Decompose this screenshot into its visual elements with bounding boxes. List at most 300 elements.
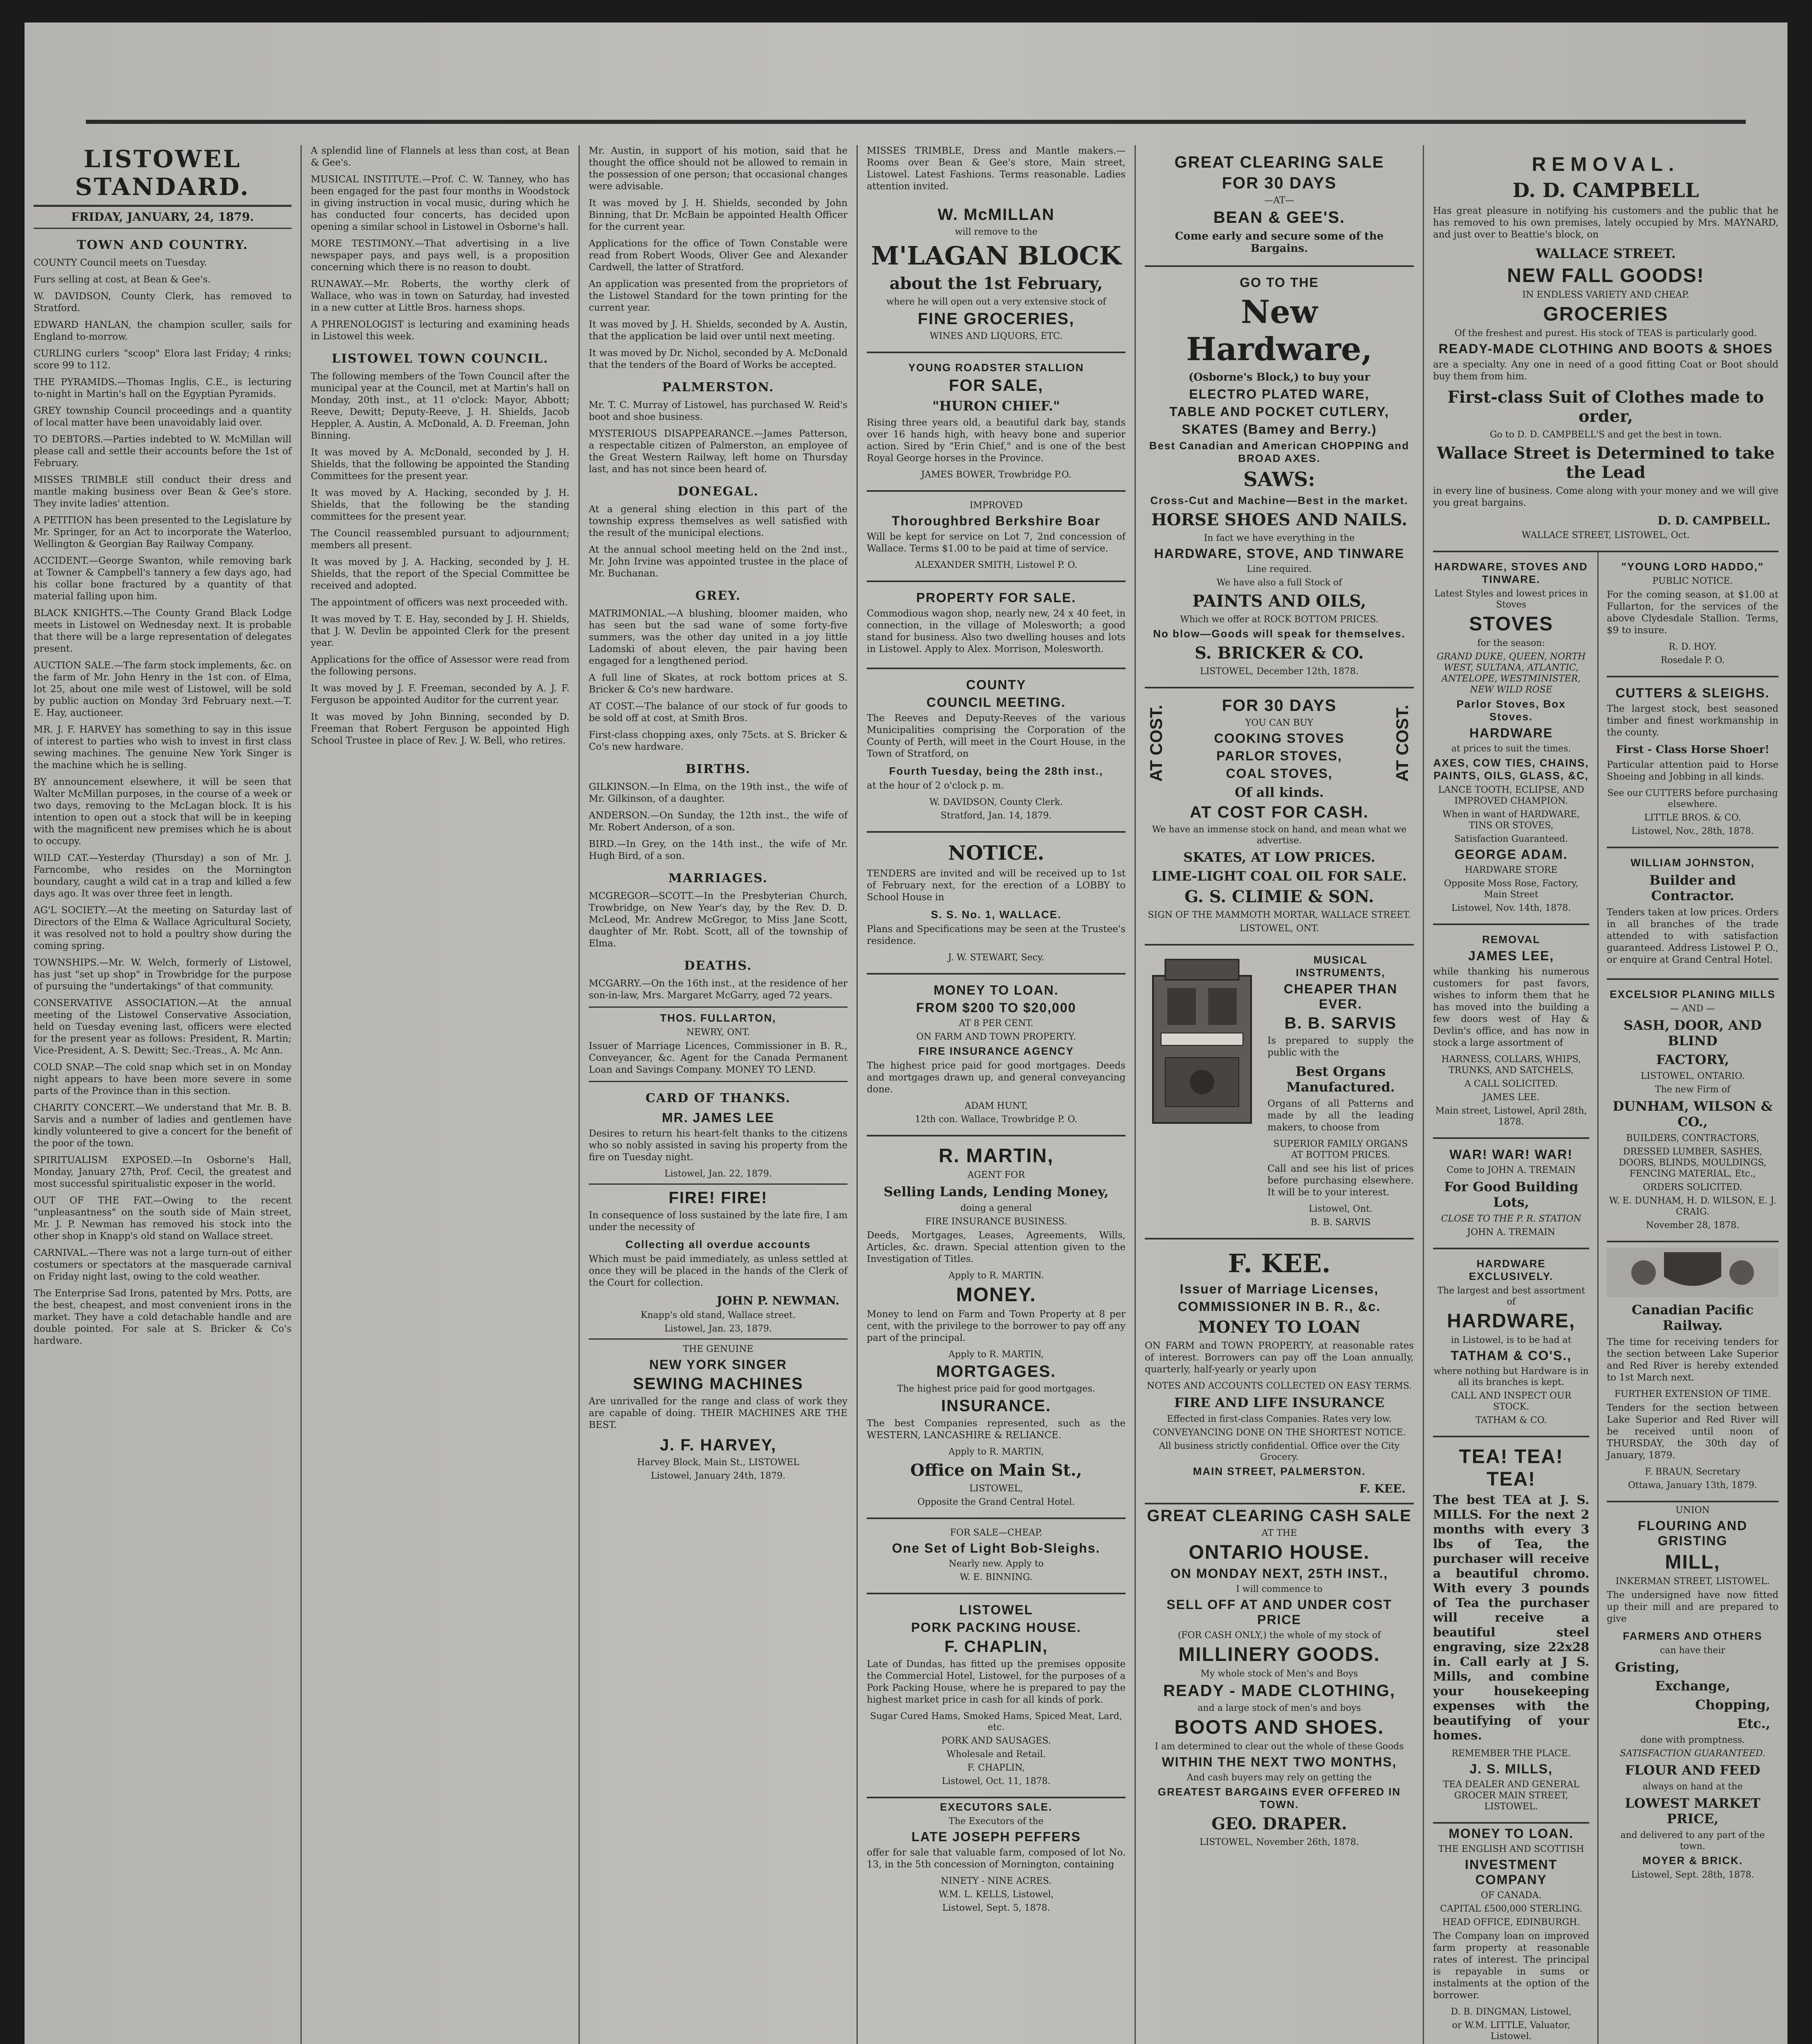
ad-line: Nearly new. Apply to bbox=[949, 1559, 1044, 1569]
ad-line: —AT— bbox=[1264, 195, 1294, 206]
ad-line: Etc., bbox=[1737, 1716, 1770, 1731]
news-item: CHARITY CONCERT.—We understand that Mr. B. B. Sarvis and a number of ladies and gentlemen have kindly volunteered to give a concert for the benefit of the poor of the town. bbox=[34, 1103, 292, 1149]
ad-signature: W.M. L. KELLS, Listowel, bbox=[938, 1889, 1054, 1900]
news-item: AUCTION SALE.—The farm stock implements, &c. on the farm of Mr. John Henry in the 1st con. of Elma, lot 25, about one mile west of Listowel, will be sold by public auction on Monday 3rd February next.—T. E. Hay, auctioneer. bbox=[34, 660, 292, 718]
ad-heading: READY - MADE CLOTHING, bbox=[1163, 1682, 1395, 1700]
births-heading: BIRTHS. bbox=[685, 762, 751, 776]
ad-line: Latest Styles and lowest prices in Stoves bbox=[1434, 589, 1588, 610]
ad-signature: or W.M. LITTLE, Valuator, Listowel. bbox=[1452, 2020, 1570, 2042]
ad-line: always on hand at the bbox=[1642, 1782, 1743, 1792]
ad-signature: Apply to R. MARTIN. bbox=[949, 1271, 1044, 1281]
ad-address: Opposite Moss Rose, Factory, Main Street bbox=[1444, 879, 1579, 900]
ad-line: IN ENDLESS VARIETY AND CHEAP. bbox=[1522, 290, 1689, 300]
ad-name: THOS. FULLARTON, bbox=[660, 1012, 776, 1024]
ad-heading: CARD OF THANKS. bbox=[646, 1091, 791, 1105]
ad-heading: BOOTS AND SHOES. bbox=[1174, 1717, 1384, 1738]
ad-signature: JOHN P. NEWMAN. bbox=[716, 1294, 839, 1307]
excelsior-planing-mills-ad bbox=[1607, 980, 1778, 1242]
ad-body: Organs of all Patterns and made by all the leading makers, to choose from bbox=[1267, 1098, 1414, 1133]
death-notice: MCGARRY.—On the 16th inst., at the residence of her son-in-law, Mrs. Margaret McGarry, aged 72 years. bbox=[589, 978, 848, 1001]
hunt-money-ad bbox=[867, 975, 1126, 1136]
ad-line: IMPROVED bbox=[969, 500, 1023, 511]
ad-heading: SAWS: bbox=[1243, 468, 1315, 491]
news-item: Mr. Austin, in support of his motion, said that he thought the office should not be allowed to remain in the possession of one person; that occasional changes were advisable. bbox=[589, 146, 848, 192]
ad-heading: WITHIN THE NEXT TWO MONTHS, bbox=[1162, 1755, 1397, 1769]
ad-heading: "YOUNG LORD HADDO," bbox=[1621, 560, 1764, 573]
ad-name: J. F. HARVEY, bbox=[659, 1436, 777, 1454]
news-item: The Council reassembled pursuant to adjournment; members all present. bbox=[311, 528, 570, 551]
ad-line: LIME-LIGHT COAL OIL FOR SALE. bbox=[1152, 868, 1407, 884]
column-6-lower bbox=[1433, 552, 1778, 2044]
ad-body: The Company loan on improved farm property at reasonable rates of interest. The principal is repayable in sums or instalments at the option of the borrower. bbox=[1433, 1931, 1590, 2001]
pork-packing-ad bbox=[867, 1594, 1126, 1798]
mcmillan-ad bbox=[867, 197, 1126, 353]
news-item: At a general shing election in this part of the township express themselves as well satisfied with the result of the municipal elections. bbox=[589, 504, 848, 538]
ad-date: Listowel, Jan. 22, 1879. bbox=[664, 1169, 772, 1179]
news-item: It was moved by T. E. Hay, seconded by J. H. Shields, that J. W. Devlin be appointed Clerk for the present year. bbox=[311, 614, 570, 648]
ad-name: TATHAM & CO'S., bbox=[1451, 1348, 1572, 1363]
divider bbox=[589, 1081, 848, 1082]
haddo-stallion-ad bbox=[1607, 552, 1778, 677]
ad-heading: Canadian Pacific Railway. bbox=[1631, 1302, 1754, 1333]
ad-line: in Listowel, is to be had at bbox=[1451, 1335, 1572, 1345]
news-item: CURLING curlers "scoop" Elora last Friday; 4 rinks; score 99 to 112. bbox=[34, 348, 292, 371]
ad-body: Plans and Specifications may be seen at the Trustee's residence. bbox=[867, 924, 1126, 946]
ad-line: Go to D. D. CAMPBELL'S and get the best in town. bbox=[1489, 430, 1722, 440]
ad-line: My whole stock of Men's and Boys bbox=[1200, 1669, 1358, 1679]
ad-body: Particular attention paid to Horse Shoeing and Jobbing in all kinds. bbox=[1607, 760, 1778, 782]
section-heading: TOWN AND COUNTRY. bbox=[76, 238, 249, 252]
top-rule bbox=[86, 120, 1746, 124]
news-item: MR. J. F. HARVEY has something to say in this issue of interest to parties who wish to invest in first class sewing machines. The genuine New York Singer is the machine which he is selling. bbox=[34, 724, 292, 771]
ad-line: GO TO THE bbox=[1240, 275, 1319, 290]
divider bbox=[589, 1006, 848, 1008]
ad-line: All business strictly confidential. Office over the City Grocery. bbox=[1159, 1441, 1400, 1462]
bobsleighs-ad bbox=[867, 1519, 1126, 1594]
news-item: BY announcement elsewhere, it will be seen that Walter McMillan purposes, in the course of a week or two days, removing to the McLagan block. It is his intention to open out a stock that will be in keeping with the magnificent new premises which he is about to occupy. bbox=[34, 777, 292, 847]
ad-line: NOTES AND ACCOUNTS COLLECTED ON EASY TERMS. bbox=[1146, 1381, 1412, 1391]
boar-ad bbox=[867, 492, 1126, 582]
ad-line: REMEMBER THE PLACE. bbox=[1451, 1748, 1571, 1759]
ad-heading: EXCELSIOR PLANING MILLS bbox=[1610, 988, 1776, 1000]
news-item: WILD CAT.—Yesterday (Thursday) a son of Mr. J. Farncombe, who resides on the Mornington boundary, caught a wild cat in a trap and killed a few days ago. It was over three feet in length. bbox=[34, 853, 292, 899]
news-item: A PETITION has been presented to the Legislature by Mr. Springer, for an Act to incorporate the Waterloo, Wellington & Georgian Bay Railway Company. bbox=[34, 515, 292, 549]
news-item: An application was presented from the proprietors of the Listowel Standard for the town printing for the current year. bbox=[589, 279, 848, 313]
ad-line: YOU CAN BUY bbox=[1245, 718, 1314, 728]
sarvis-organs-ad bbox=[1145, 946, 1414, 1239]
ad-date: November 28, 1878. bbox=[1646, 1220, 1740, 1230]
bean-gee-clearing-sale-ad bbox=[1145, 145, 1414, 267]
ad-name: D. D. CAMPBELL bbox=[1512, 179, 1699, 202]
ad-heading: HARDWARE, STOVE, AND TINWARE bbox=[1154, 546, 1405, 561]
news-item: A full line of Skates, at rock bottom prices at S. Bricker & Co's new hardware. bbox=[589, 672, 848, 695]
ad-line: where nothing but Hardware is in all its branches is kept. bbox=[1433, 1366, 1589, 1387]
ad-line: doing a general bbox=[960, 1203, 1032, 1213]
ad-line: HARDWARE STORE bbox=[1464, 865, 1558, 875]
property-ad bbox=[867, 582, 1126, 669]
ad-body: at the hour of 2 o'clock p. m. bbox=[867, 780, 1004, 791]
ad-signature: JOHN A. TREMAIN bbox=[1467, 1227, 1556, 1237]
kee-ad bbox=[1145, 1239, 1414, 1504]
ad-body: Desires to return his heart-felt thanks to the citizens who so nobly assisted in saving his property from the fire on Tuesday night. bbox=[589, 1128, 848, 1163]
ad-line: COAL STOVES, bbox=[1226, 766, 1333, 781]
ad-heading: WAR! WAR! WAR! bbox=[1449, 1147, 1573, 1162]
ad-heading: FACTORY, bbox=[1656, 1052, 1729, 1067]
ad-heading: HARDWARE, bbox=[1447, 1310, 1576, 1332]
ad-heading: GROCERIES bbox=[1543, 303, 1668, 325]
ad-heading: REMOVAL bbox=[1482, 933, 1541, 946]
news-item: It was moved by J. H. Shields, seconded by John Binning, that Dr. McBain be appointed Health Officer for the current year. bbox=[589, 198, 848, 232]
ad-line: Sugar Cured Hams, Smoked Hams, Spiced Meat, Lard, etc. bbox=[870, 1711, 1122, 1732]
ad-heading: Builder and Contractor. bbox=[1649, 872, 1736, 903]
ad-heading: MONEY TO LOAN bbox=[1198, 1318, 1361, 1337]
ad-name: J. S. MILLS, bbox=[1469, 1762, 1553, 1776]
ad-line: Of all kinds. bbox=[1234, 784, 1324, 800]
news-item: CONSERVATIVE ASSOCIATION.—At the annual meeting of the Listowel Conservative Association, held on Tuesday evening last, officers were elected for the present year as follows: President, R. Martin; Vice-President, A. S. Dewitt; Sec.-Treas., A. Mc Ann. bbox=[34, 998, 292, 1056]
ad-line: AT 8 PER CENT. bbox=[959, 1018, 1034, 1029]
ad-signature: R. D. HOY. bbox=[1668, 642, 1717, 652]
ad-line: CLOSE TO THE P. R. STATION bbox=[1441, 1214, 1581, 1224]
ad-line: FURTHER EXTENSION OF TIME. bbox=[1614, 1389, 1771, 1399]
birth-notice: ANDERSON.—On Sunday, the 12th inst., the wife of Mr. Robert Anderson, of a son. bbox=[589, 810, 848, 833]
news-item: MYSTERIOUS DISAPPEARANCE.—James Patterson, a respectable citizen of Palmerston, an employee of the Great Western Railway, left home on Thursday last, and has not since been heard of. bbox=[589, 428, 848, 475]
ad-address: INKERMAN STREET, LISTOWEL. bbox=[1615, 1576, 1770, 1587]
ad-signature: B. B. SARVIS bbox=[1310, 1217, 1371, 1228]
ad-line: Opposite the Grand Central Hotel. bbox=[917, 1497, 1075, 1507]
ad-line: Which we offer at ROCK BOTTOM PRICES. bbox=[1180, 614, 1379, 625]
ad-name: S. BRICKER & CO. bbox=[1195, 643, 1364, 663]
ad-body: In consequence of loss sustained by the late fire, I am under the necessity of bbox=[589, 1210, 848, 1233]
union-mill-ad bbox=[1607, 1505, 1778, 1880]
ad-line: BUILDERS, CONTRACTORS, bbox=[1626, 1133, 1759, 1143]
news-item: A PHRENOLOGIST is lecturing and examining heads in Listowel this week. bbox=[311, 319, 570, 342]
ad-line: The new Firm of bbox=[1655, 1085, 1730, 1095]
ad-heading: GREAT CLEARING SALE bbox=[1174, 153, 1384, 171]
ad-signature: W. E. BINNING. bbox=[960, 1572, 1033, 1582]
ad-date: Listowel, Sept. 5, 1878. bbox=[942, 1903, 1050, 1913]
canadian-pacific-railway-ad bbox=[1607, 1242, 1778, 1502]
ad-heading: MUSICAL INSTRUMENTS, bbox=[1296, 954, 1386, 979]
news-item: It was moved by Dr. Nichol, seconded by A. McDonald that the tenders of the Board of Works be accepted. bbox=[589, 348, 848, 370]
column-1 bbox=[25, 145, 301, 2044]
ad-date: Listowel, Oct. 11, 1878. bbox=[942, 1776, 1051, 1786]
ad-heading: Best Organs Manufactured. bbox=[1286, 1064, 1395, 1095]
ad-line: I am determined to clear out the whole of these Goods bbox=[1155, 1741, 1404, 1752]
ad-line: We have also a full Stock of bbox=[1216, 578, 1342, 588]
ad-body: The Reeves and Deputy-Reeves of the various Municipalities comprising the Corporation of the County of Perth, will meet in the Court House, in the Town of Stratford, on bbox=[867, 713, 1126, 759]
ad-line: DRESSED LUMBER, SASHES, DOORS, BLINDS, MOULDINGS, FENCING MATERIAL, Etc., bbox=[1619, 1147, 1767, 1179]
ad-body: The best TEA at J. S. MILLS. For the next 2 months with every 3 lbs of Tea, the purchaser will receive a beautiful chromo. With every 3 pounds of Tea the purchaser will receive a beautiful steel engraving, size 22x28 in. Call early at J S. Mills, and combine your housekeeping expenses with the beautifying of your homes. bbox=[1433, 1493, 1590, 1743]
news-item: COLD SNAP.—The cold snap which set in on Monday night appears to have been more severe in some parts of the Province than in this section. bbox=[34, 1062, 292, 1096]
ad-line: THE GENUINE bbox=[683, 1344, 754, 1354]
ad-heading: HARDWARE, STOVES AND TINWARE. bbox=[1434, 560, 1588, 585]
column-divider bbox=[1597, 552, 1599, 2044]
news-item: TOWNSHIPS.—Mr. W. Welch, formerly of Listowel, has just "set up shop" in Trowbridge for the purpose of pursuing the "undertakings" of that community. bbox=[34, 957, 292, 992]
ad-line: COMMISSIONER IN B. R., &c. bbox=[1177, 1299, 1381, 1314]
section-heading: PALMERSTON. bbox=[662, 380, 774, 394]
ad-side-label: AT COST. bbox=[1146, 705, 1166, 782]
ad-heading: AT COST FOR CASH. bbox=[1190, 803, 1369, 821]
campbell-removal-ad bbox=[1433, 145, 1778, 552]
ad-line: THE ENGLISH AND SCOTTISH bbox=[1438, 1844, 1584, 1854]
ad-emphasis: Collecting all overdue accounts bbox=[625, 1238, 811, 1251]
ad-line: FIRE INSURANCE BUSINESS. bbox=[925, 1217, 1067, 1227]
ad-line: SUPERIOR FAMILY ORGANS AT BOTTOM PRICES. bbox=[1273, 1139, 1408, 1160]
ad-date: Fourth Tuesday, being the 28th inst., bbox=[889, 765, 1103, 777]
column-6 bbox=[1424, 145, 1787, 2044]
ad-heading: REMOVAL. bbox=[1532, 154, 1680, 175]
news-item: SPIRITUALISM EXPOSED.—In Osborne's Hall, Monday, January 27th, Prof. Cecil, the greatest and most successful spiritualistic exposer in the world. bbox=[34, 1155, 292, 1189]
ad-line: AGENT FOR bbox=[967, 1170, 1025, 1180]
ad-body: For the coming season, at $1.00 at Fullarton, for the services of the above Clydesdale Stallion. Terms, $9 to insure. bbox=[1607, 589, 1778, 636]
ad-body: The best Companies represented, such as the WESTERN, LANCASHIRE & RELIANCE. bbox=[867, 1418, 1126, 1441]
masthead-title: LISTOWEL STANDARD. bbox=[34, 145, 292, 207]
news-item: Furs selling at cost, at Bean & Gee's. bbox=[34, 274, 211, 285]
ad-date: Listowel, Nov., 28th, 1878. bbox=[1631, 826, 1754, 836]
martin-ad bbox=[867, 1136, 1126, 1519]
ad-line: Satisfaction Guaranteed. bbox=[1454, 834, 1568, 844]
ad-line: Cross-Cut and Machine—Best in the market. bbox=[1150, 494, 1408, 507]
ad-body: while thanking his numerous customers for past favors, wishes to inform them that he has moved into the building a few doors west of Hay & Devlin's office, and has now in stock a large assortment of bbox=[1433, 966, 1590, 1048]
ad-heading: CUTTERS & SLEIGHS. bbox=[1615, 686, 1770, 700]
ad-name: DUNHAM, WILSON & CO., bbox=[1612, 1098, 1773, 1130]
ad-line: at prices to suit the times. bbox=[1451, 744, 1571, 754]
ad-body: offer for sale that valuable farm, composed of lot No. 13, in the 5th concession of Mornington, containing bbox=[867, 1847, 1126, 1870]
section-heading: GREY. bbox=[695, 589, 741, 603]
news-item: EDWARD HANLAN, the champion sculler, sails for England to-morrow. bbox=[34, 320, 292, 342]
ad-heading: MORTGAGES. bbox=[936, 1363, 1056, 1381]
ad-signature: ALEXANDER SMITH, Listowel P. O. bbox=[915, 560, 1077, 570]
ad-heading: NEW FALL GOODS! bbox=[1507, 265, 1704, 287]
column-6-right bbox=[1607, 552, 1778, 2044]
ad-line: HARNESS, COLLARS, WHIPS, TRUNKS, AND SATCHELS, bbox=[1441, 1054, 1581, 1076]
johnston-builder-ad bbox=[1607, 848, 1778, 980]
ad-heading: MILLINERY GOODS. bbox=[1178, 1644, 1380, 1665]
ad-signature: JAMES BOWER, Trowbridge P.O. bbox=[921, 470, 1072, 480]
ad-signature: F. CHAPLIN, bbox=[967, 1763, 1025, 1773]
news-item: The following members of the Town Council after the municipal year at the Council, met at Martin's hall on Monday, 20th inst., at 11 o'clock: Mayor, Abbott; Reeve, Dewitt; Deputy-Reeve, J. H. Shields, Jacob Heppler, A. Austin, A. McDonald, A. D. Freeman, John Binning. bbox=[311, 371, 570, 441]
ad-heading: Selling Lands, Lending Money, bbox=[884, 1184, 1109, 1199]
ad-line: about the 1st February, bbox=[889, 274, 1103, 293]
ad-line: Wholesale and Retail. bbox=[946, 1749, 1046, 1759]
ad-address: Knapp's old stand, Wallace street. bbox=[641, 1310, 796, 1320]
ad-body: The highest price paid for good mortgages. Deeds and mortgages drawn up, and general conveyancing done. bbox=[867, 1060, 1126, 1095]
ad-name: ONTARIO HOUSE. bbox=[1189, 1542, 1370, 1563]
ad-heading: Wallace Street is Determined to take the Lead bbox=[1437, 444, 1775, 482]
ad-line: Come early and secure some of the Bargains. bbox=[1175, 230, 1384, 255]
news-item: ACCIDENT.—George Swanton, while removing bark at Towner & Campbell's tannery a few days ago, had his collar bone fractured by a quantity of that material falling upon him. bbox=[34, 556, 292, 602]
ad-heading: HORSE SHOES AND NAILS. bbox=[1151, 510, 1408, 529]
news-item: It was moved by A. Hacking, seconded by J. H. Shields, that the following be the standing committees for the present year. bbox=[311, 488, 570, 522]
ad-line: UNION bbox=[1675, 1505, 1710, 1515]
ad-heading: NOTICE. bbox=[948, 842, 1045, 865]
ad-signature: F. KEE. bbox=[1359, 1482, 1406, 1495]
ad-date: Listowel, Sept. 28th, 1878. bbox=[1631, 1870, 1754, 1880]
ad-name: LATE JOSEPH PEFFERS bbox=[911, 1829, 1081, 1844]
news-item: It was moved by J. A. Hacking, seconded by J. H. Shields, that the report of the Special Committee be received and adopted. bbox=[311, 557, 570, 591]
tremain-lots-ad bbox=[1433, 1139, 1589, 1249]
ad-signature: JAMES LEE. bbox=[1482, 1092, 1540, 1103]
ad-line: FOR SALE—CHEAP. bbox=[950, 1528, 1043, 1538]
ad-date: Listowel, Nov. 14th, 1878. bbox=[1451, 903, 1571, 913]
ad-heading: FLOURING AND GRISTING bbox=[1637, 1518, 1748, 1548]
organ-illustration bbox=[1145, 951, 1259, 1131]
ad-line: WINES AND LIQUORS, ETC. bbox=[930, 331, 1063, 341]
ad-side-label: AT COST. bbox=[1393, 705, 1412, 782]
ad-body: Has great pleasure in notifying his customers and the public that he has removed to his own premises, lately occupied by Mrs. MAYNARD, and just over to Beattie's block, on bbox=[1433, 206, 1778, 240]
ad-body: Tenders for the section between Lake Superior and Red River will be received until noon of THURSDAY, the 30th day of January, 1879. bbox=[1607, 1403, 1778, 1461]
ad-line: Of the freshest and purest. His stock of TEAS is particularly good. bbox=[1454, 328, 1757, 338]
ad-heading: Office on Main St., bbox=[910, 1461, 1082, 1480]
news-item: COUNTY Council meets on Tuesday. bbox=[34, 258, 207, 268]
ad-name: F. KEE. bbox=[1228, 1248, 1331, 1278]
ad-line: TABLE AND POCKET CUTLERY, bbox=[1169, 404, 1389, 419]
lee-removal-ad bbox=[1433, 925, 1589, 1139]
ad-address: MAIN STREET, PALMERSTON. bbox=[1193, 1465, 1366, 1477]
county-council-ad bbox=[867, 669, 1126, 833]
ad-body: Deeds, Mortgages, Leases, Agreements, Wills, Articles, &c. drawn. Special attention given to the Investigation of Titles. bbox=[867, 1230, 1126, 1264]
ad-body: The largest stock, best seasoned timber and finest workmanship in the county. bbox=[1607, 704, 1778, 738]
coat-of-arms-icon bbox=[1607, 1248, 1778, 1297]
ad-signature: J. W. STEWART, Secy. bbox=[948, 953, 1045, 963]
ad-line: ELECTRO PLATED WARE, bbox=[1189, 387, 1370, 401]
section-heading: DONEGAL. bbox=[677, 484, 759, 499]
ad-heading: SEWING MACHINES bbox=[633, 1375, 803, 1393]
ad-heading: FOR SALE, bbox=[949, 377, 1044, 394]
little-bros-cutters-ad bbox=[1607, 677, 1778, 848]
column-6-left bbox=[1433, 552, 1589, 2044]
ad-name: G. S. CLIMIE & SON. bbox=[1184, 887, 1374, 906]
news-item: CARNIVAL.—There was not a large turn-out of either costumers or spectators at the masquerade carnival on Friday night last, owing to the cold weather. bbox=[34, 1248, 292, 1282]
news-item: First-class chopping axes, only 75cts. at S. Bricker & Co's new hardware. bbox=[589, 730, 848, 752]
ad-date: Stratford, Jan. 14, 1879. bbox=[940, 811, 1052, 821]
ad-heading: READY-MADE CLOTHING AND BOOTS & SHOES bbox=[1438, 341, 1773, 356]
fullarton-ad bbox=[589, 1012, 848, 1076]
ad-signature: Apply to R. MARTIN, bbox=[949, 1447, 1044, 1457]
divider bbox=[589, 1338, 848, 1340]
ad-line: And cash buyers may rely on getting the bbox=[1186, 1773, 1372, 1783]
ad-body: Call and see his list of prices before purchasing elsewhere. It will be to your interest. bbox=[1267, 1163, 1414, 1198]
ad-line: OF CANADA. bbox=[1480, 1890, 1542, 1901]
ad-address: LISTOWEL, ONTARIO. bbox=[1641, 1071, 1745, 1081]
ontario-house-ad bbox=[1145, 1507, 1414, 1848]
ad-heading: MILL, bbox=[1665, 1551, 1720, 1573]
ad-heading: GREATEST BARGAINS EVER OFFERED IN TOWN. bbox=[1157, 1786, 1401, 1811]
ad-body: The time for receiving tenders for the section between Lake Superior and Red River is hereby extended to 1st March next. bbox=[1607, 1337, 1778, 1383]
news-item: MATRIMONIAL.—A blushing, bloomer maiden, who has seen but the sad wane of some forty-five summers, was the other day united in a joy little Ladomski of about eleven, the pair having been engaged for a lengthened period. bbox=[589, 608, 848, 666]
ad-body: Commodious wagon shop, nearly new, 24 x 40 feet, in connection, in the village of Molesworth; a good stand for business. Also two dwelling houses and lots in Listowel. Apply to Alex. Morrison, Molesworth. bbox=[867, 608, 1126, 654]
ad-address: LISTOWEL, ONT. bbox=[1239, 923, 1319, 934]
news-item: GREY township Council proceedings and a quantity of local matter have been unavoidably laid over. bbox=[34, 406, 292, 428]
ad-heading: FINE GROCERIES, bbox=[917, 310, 1075, 328]
news-item: BLACK KNIGHTS.—The County Grand Black Lodge meets in Listowel on Wednesday next. It is probable that there will be a large representation of delegates present. bbox=[34, 608, 292, 654]
ad-signature: D. D. CAMPBELL. bbox=[1657, 514, 1770, 527]
newspaper-page bbox=[25, 22, 1787, 2044]
ad-date: Ottawa, January 13th, 1879. bbox=[1628, 1480, 1758, 1490]
ad-body: are a specialty. Any one in need of a good fitting Coat or Boot should buy them from him. bbox=[1433, 359, 1778, 382]
ad-line: The highest price paid for good mortgages. bbox=[897, 1384, 1095, 1394]
news-item: Applications for the office of Town Constable were read from Robert Woods, Oliver Gee and Alexander Cardwell, the latter of Stratford. bbox=[589, 238, 848, 273]
climie-stoves-ad bbox=[1145, 688, 1414, 946]
ad-line: S. S. No. 1, WALLACE. bbox=[931, 908, 1062, 921]
news-item: Mr. T. C. Murray of Listowel, has purchased W. Reid's boot and shoe business. bbox=[589, 400, 848, 422]
news-item: MISSES TRIMBLE still conduct their dress and mantle making business over Bean & Gee's store. They invite ladies' attention. bbox=[34, 475, 292, 509]
ad-line: SKATES, AT LOW PRICES. bbox=[1183, 849, 1375, 865]
ad-line: done with promptness. bbox=[1640, 1735, 1745, 1745]
ad-line: No blow—Goods will speak for themselves. bbox=[1153, 628, 1406, 640]
ad-body: Tenders taken at low prices. Orders in all branches of the trade attended to with satisfaction guaranteed. Address Listowel P. O., or enquire at Grand Central Hotel. bbox=[1607, 907, 1778, 965]
ad-heading: PAINTS AND OILS, bbox=[1192, 592, 1366, 611]
ad-name: JAMES LEE, bbox=[1468, 948, 1554, 963]
ad-line: Chopping, bbox=[1695, 1697, 1770, 1712]
ad-address: Rosedale P. O. bbox=[1660, 655, 1725, 666]
ad-signature: ADAM HUNT, bbox=[964, 1101, 1028, 1111]
ad-heading: MONEY TO LOAN. bbox=[1449, 1826, 1574, 1841]
ad-heading: FOR 30 DAYS bbox=[1222, 697, 1337, 715]
ad-signature: W. DAVIDSON, County Clerk. bbox=[929, 797, 1063, 807]
ad-heading: EXECUTORS SALE. bbox=[940, 1801, 1053, 1813]
ad-heading: HARDWARE EXCLUSIVELY. bbox=[1469, 1257, 1554, 1282]
deaths-heading: DEATHS. bbox=[684, 959, 752, 973]
ad-heading: INSURANCE. bbox=[941, 1397, 1051, 1415]
ad-heading: FIRE! FIRE! bbox=[668, 1189, 768, 1207]
ad-line: We have an immense stock on hand, and mean what we advertise. bbox=[1152, 825, 1407, 846]
ad-signature: MOYER & BRICK. bbox=[1642, 1854, 1743, 1867]
ad-heading: GREAT CLEARING CASH SALE bbox=[1147, 1507, 1412, 1525]
ad-line: NINETY - NINE ACRES. bbox=[941, 1876, 1052, 1886]
ad-signature: GEO. DRAPER. bbox=[1211, 1814, 1347, 1833]
ad-line: AXES, COW TIES, CHAINS, PAINTS, OILS, GLASS, &C, bbox=[1433, 757, 1589, 782]
ad-line: AT THE bbox=[1261, 1528, 1297, 1538]
ad-line: — AND — bbox=[1670, 1004, 1716, 1014]
trimble-ad: MISSES TRIMBLE, Dress and Mantle makers.—Rooms over Bean & Gee's store, Main street, Listowel. Latest Fashions. Terms reasonable. Ladies attention invited. bbox=[867, 146, 1126, 192]
ad-line: HEAD OFFICE, EDINBURGH. bbox=[1442, 1917, 1580, 1927]
column-5 bbox=[1136, 145, 1423, 2044]
news-item: RUNAWAY.—Mr. Roberts, the worthy clerk of Wallace, who was in town on Saturday, had invested in a new cutter at Little Bros. harness shops. bbox=[311, 279, 570, 313]
ad-heading: COUNCIL MEETING. bbox=[926, 695, 1066, 710]
ad-signature: Apply to R. MARTIN, bbox=[949, 1349, 1044, 1360]
news-item: It was moved by A. McDonald, seconded by J. H. Shields, that the following be appointed the Standing Committees for the present year. bbox=[311, 447, 570, 482]
ad-line: The Executors of the bbox=[949, 1816, 1044, 1827]
ad-line: PORK AND SAUSAGES. bbox=[941, 1736, 1051, 1746]
column-2 bbox=[302, 145, 579, 2044]
ad-name: MR. JAMES LEE bbox=[662, 1110, 774, 1125]
ad-line: WALLACE STREET. bbox=[1536, 246, 1676, 261]
ad-line: Exchange, bbox=[1655, 1678, 1731, 1694]
ad-line: PARLOR STOVES, bbox=[1216, 749, 1342, 763]
singer-ad bbox=[589, 1344, 848, 1481]
ad-line: In fact we have everything in the bbox=[1204, 533, 1355, 543]
ad-line: LANCE TOOTH, ECLIPSE, AND IMPROVED CHAMPION. bbox=[1438, 785, 1584, 806]
ad-name: GEORGE ADAM. bbox=[1454, 847, 1568, 862]
ad-signature: LITTLE BROS. & CO. bbox=[1644, 813, 1741, 823]
ad-line: FIRE INSURANCE AGENCY bbox=[918, 1045, 1074, 1057]
ad-heading: New Hardware, bbox=[1186, 294, 1372, 368]
ad-heading: FIRE AND LIFE INSURANCE bbox=[1174, 1395, 1385, 1410]
ad-heading: NEW YORK SINGER bbox=[649, 1357, 787, 1372]
news-item: It was moved by John Binning, seconded by D. Freeman that Robert Ferguson be appointed High School Trustee in place of Rev. J. W. Bell, who retires. bbox=[311, 712, 570, 746]
ad-line: and delivered to any part of the town. bbox=[1620, 1830, 1765, 1851]
ad-body: Are unrivalled for the range and class of work they are capable of doing. THEIR MACHINES ARE THE BEST. bbox=[589, 1396, 848, 1430]
ad-address: Harvey Block, Main St., LISTOWEL bbox=[637, 1457, 799, 1468]
ad-heading: Thoroughbred Berkshire Boar bbox=[892, 513, 1101, 528]
issue-date: FRIDAY, JANUARY, 24, 1879. bbox=[34, 210, 292, 229]
ad-line: CAPITAL £500,000 STERLING. bbox=[1440, 1904, 1583, 1914]
column-4 bbox=[858, 145, 1135, 2044]
ad-line: ON FARM AND TOWN PROPERTY. bbox=[916, 1032, 1076, 1042]
ad-heading: M'LAGAN BLOCK bbox=[871, 241, 1121, 271]
ad-line: LISTOWEL, bbox=[969, 1484, 1023, 1494]
